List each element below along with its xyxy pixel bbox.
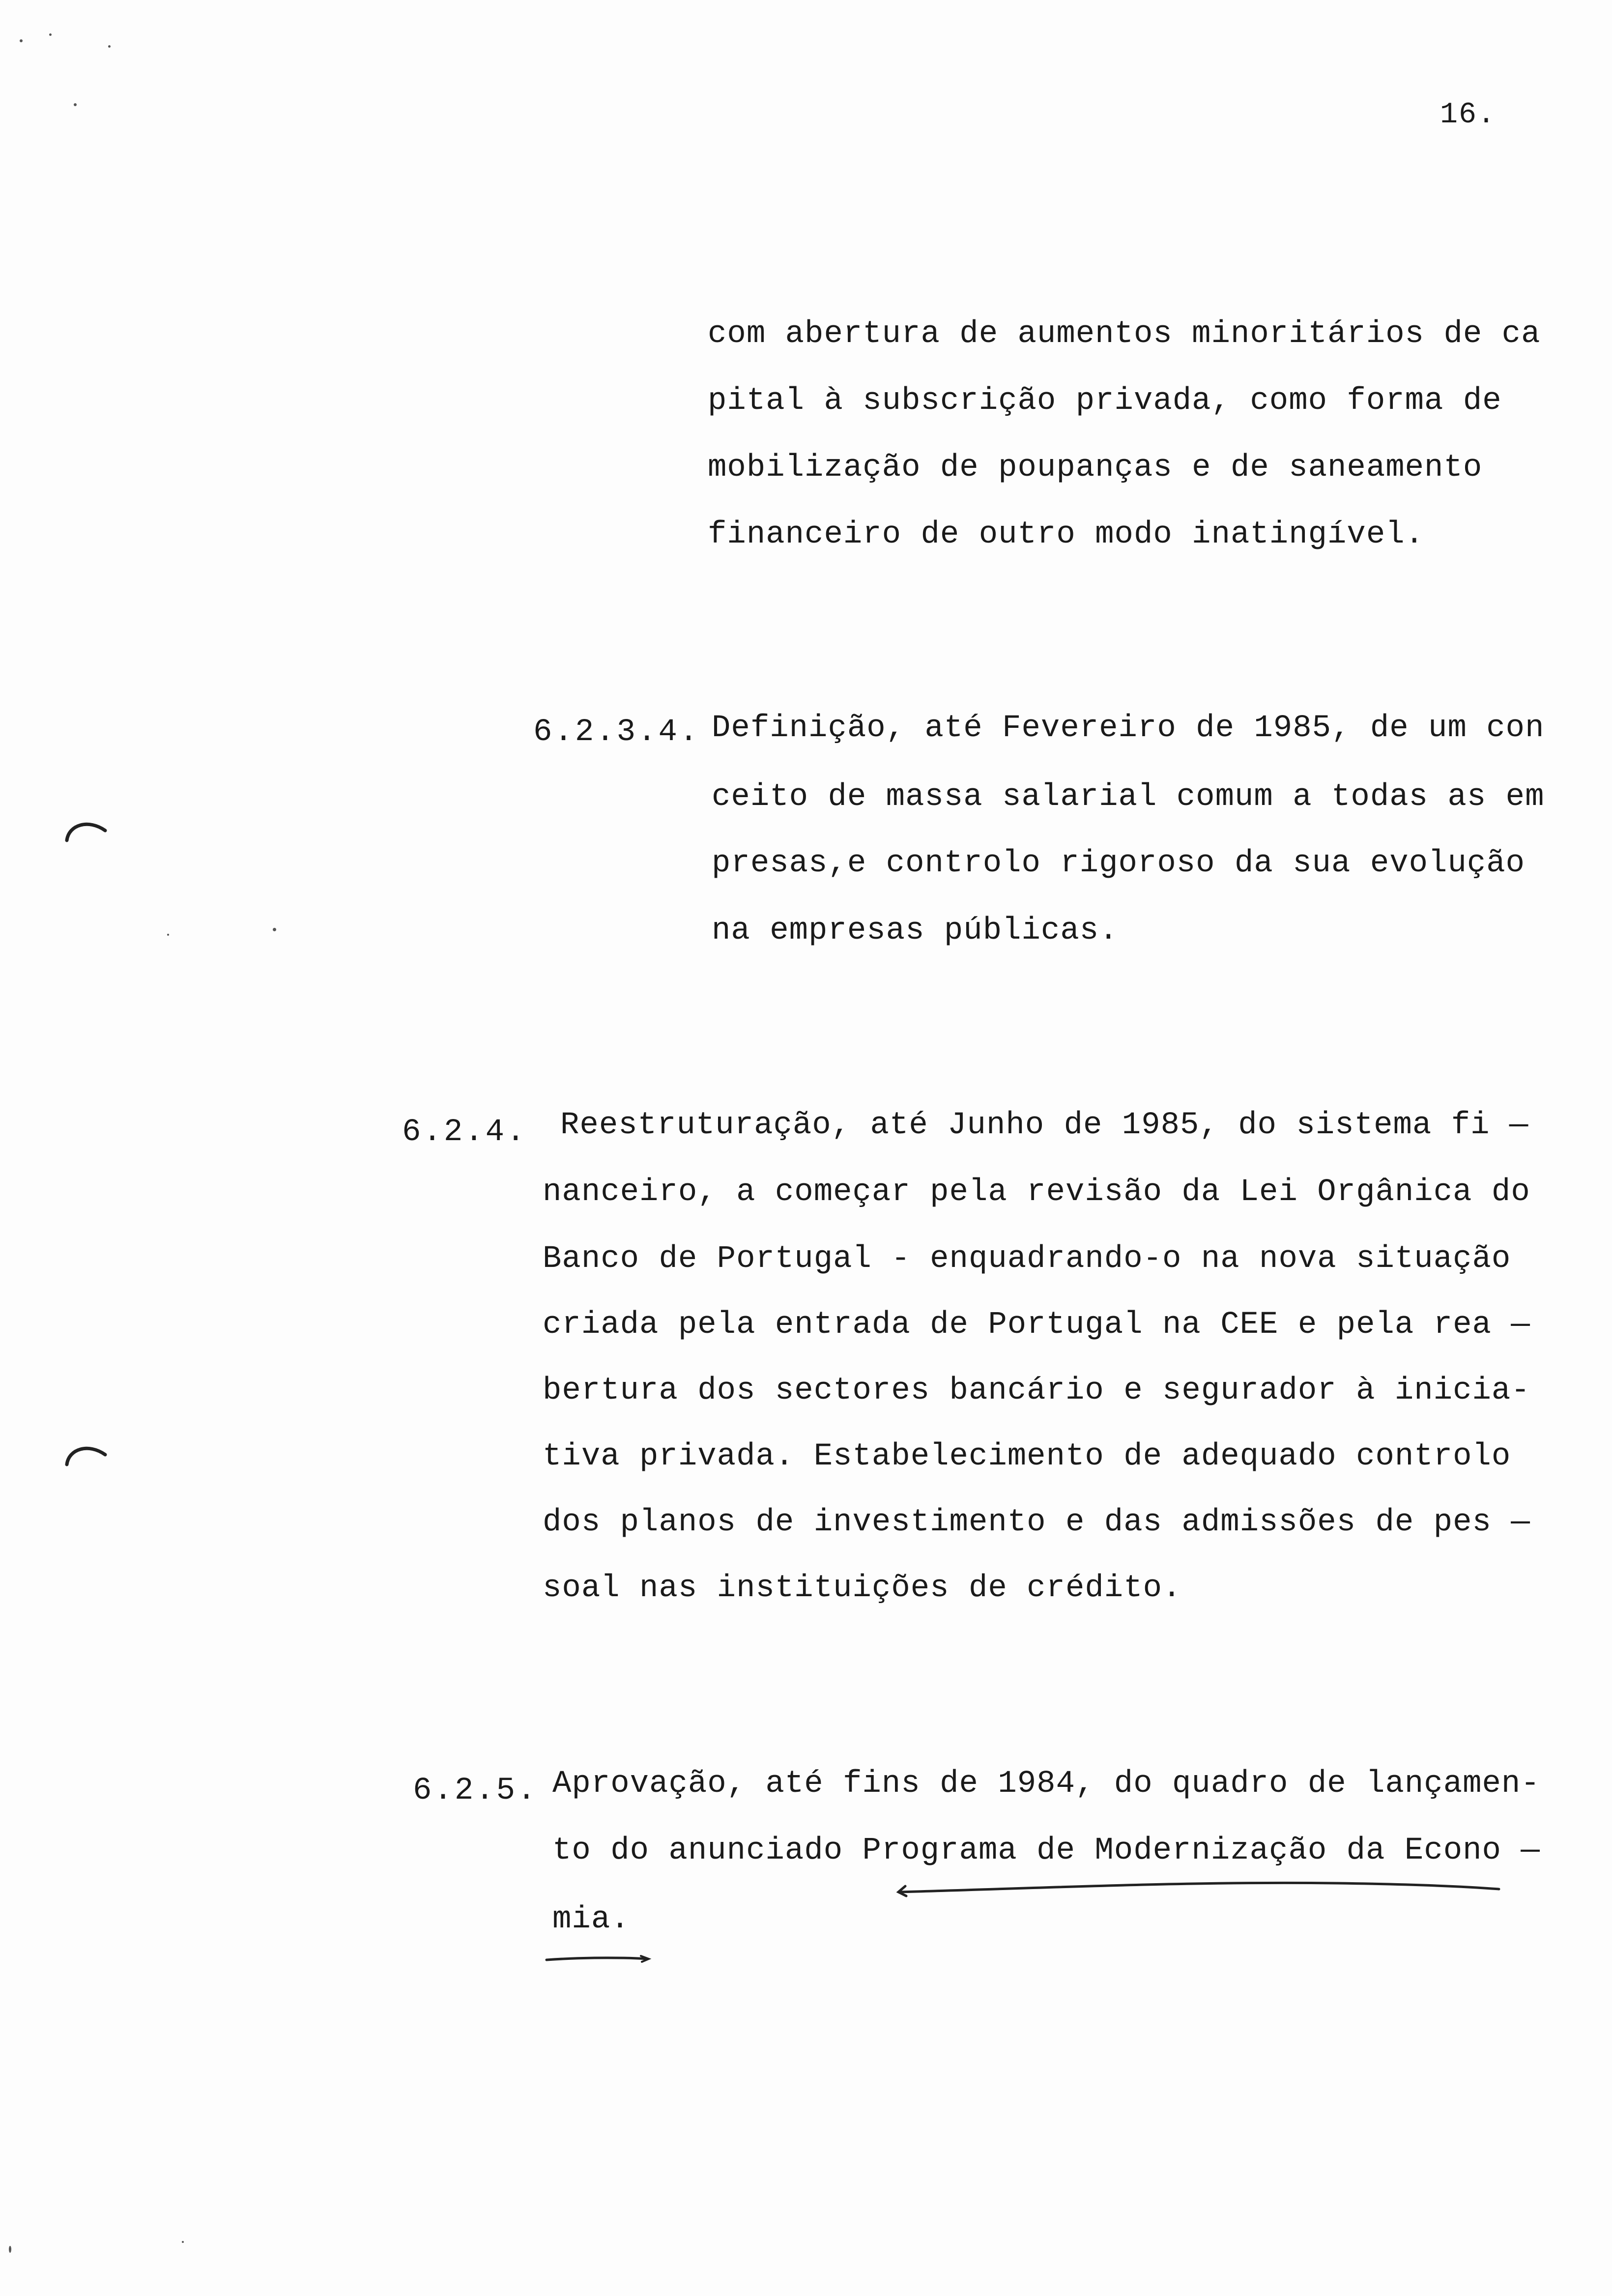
- text-line: tiva privada. Estabelecimento de adequado controlo: [543, 1439, 1511, 1474]
- text-line: Reestruturação, até Junho de 1985, do sistema fi —: [560, 1108, 1529, 1143]
- text-line: dos planos de investimento e das admissões de pes —: [543, 1505, 1530, 1540]
- section-number: 6.2.4.: [402, 1115, 527, 1150]
- page-number: 16.: [1440, 98, 1497, 132]
- text-line: bertura dos sectores bancário e segurador à inicia-: [543, 1373, 1530, 1408]
- scan-speck: [9, 2246, 11, 2253]
- text-line: Definição, até Fevereiro de 1985, de um con: [712, 711, 1545, 746]
- text-line: mobilização de poupanças e de saneamento: [708, 450, 1483, 486]
- text-line: presas,e controlo rigoroso da sua evolução: [712, 846, 1526, 881]
- scan-speck: [273, 928, 276, 931]
- text-line: ceito de massa salarial comum a todas as em: [712, 779, 1545, 815]
- scan-speck: [182, 2241, 184, 2243]
- text-line: financeiro de outro modo inatingível.: [708, 517, 1425, 552]
- section-number: 6.2.3.4.: [533, 715, 700, 750]
- binder-hole-mark: [64, 1440, 108, 1469]
- binder-hole-mark: [64, 816, 108, 845]
- section-number: 6.2.5.: [413, 1773, 538, 1808]
- handwritten-underline: [894, 1877, 1504, 1907]
- scan-speck: [167, 934, 169, 936]
- text-line: Aprovação, até fins de 1984, do quadro de lançamen-: [552, 1766, 1540, 1802]
- text-line: mia.: [552, 1902, 630, 1937]
- text-line: com abertura de aumentos minoritários de ca: [708, 316, 1541, 352]
- handwritten-underline: [545, 1951, 653, 1966]
- text-line: pital à subscrição privada, como forma de: [708, 383, 1502, 419]
- text-line: soal nas instituições de crédito.: [543, 1571, 1182, 1606]
- text-line: na empresas públicas.: [712, 913, 1119, 948]
- text-line: nanceiro, a começar pela revisão da Lei Orgânica do: [543, 1175, 1530, 1210]
- text-line: to do anunciado Programa de Modernização da Econo —: [552, 1833, 1540, 1868]
- text-line: Banco de Portugal - enquadrando-o na nova situação: [543, 1241, 1511, 1277]
- text-line: criada pela entrada de Portugal na CEE e pela rea —: [543, 1307, 1530, 1343]
- scan-speck: [108, 45, 111, 48]
- scan-speck: [20, 39, 23, 42]
- scan-speck: [74, 103, 77, 106]
- scan-speck: [49, 33, 52, 36]
